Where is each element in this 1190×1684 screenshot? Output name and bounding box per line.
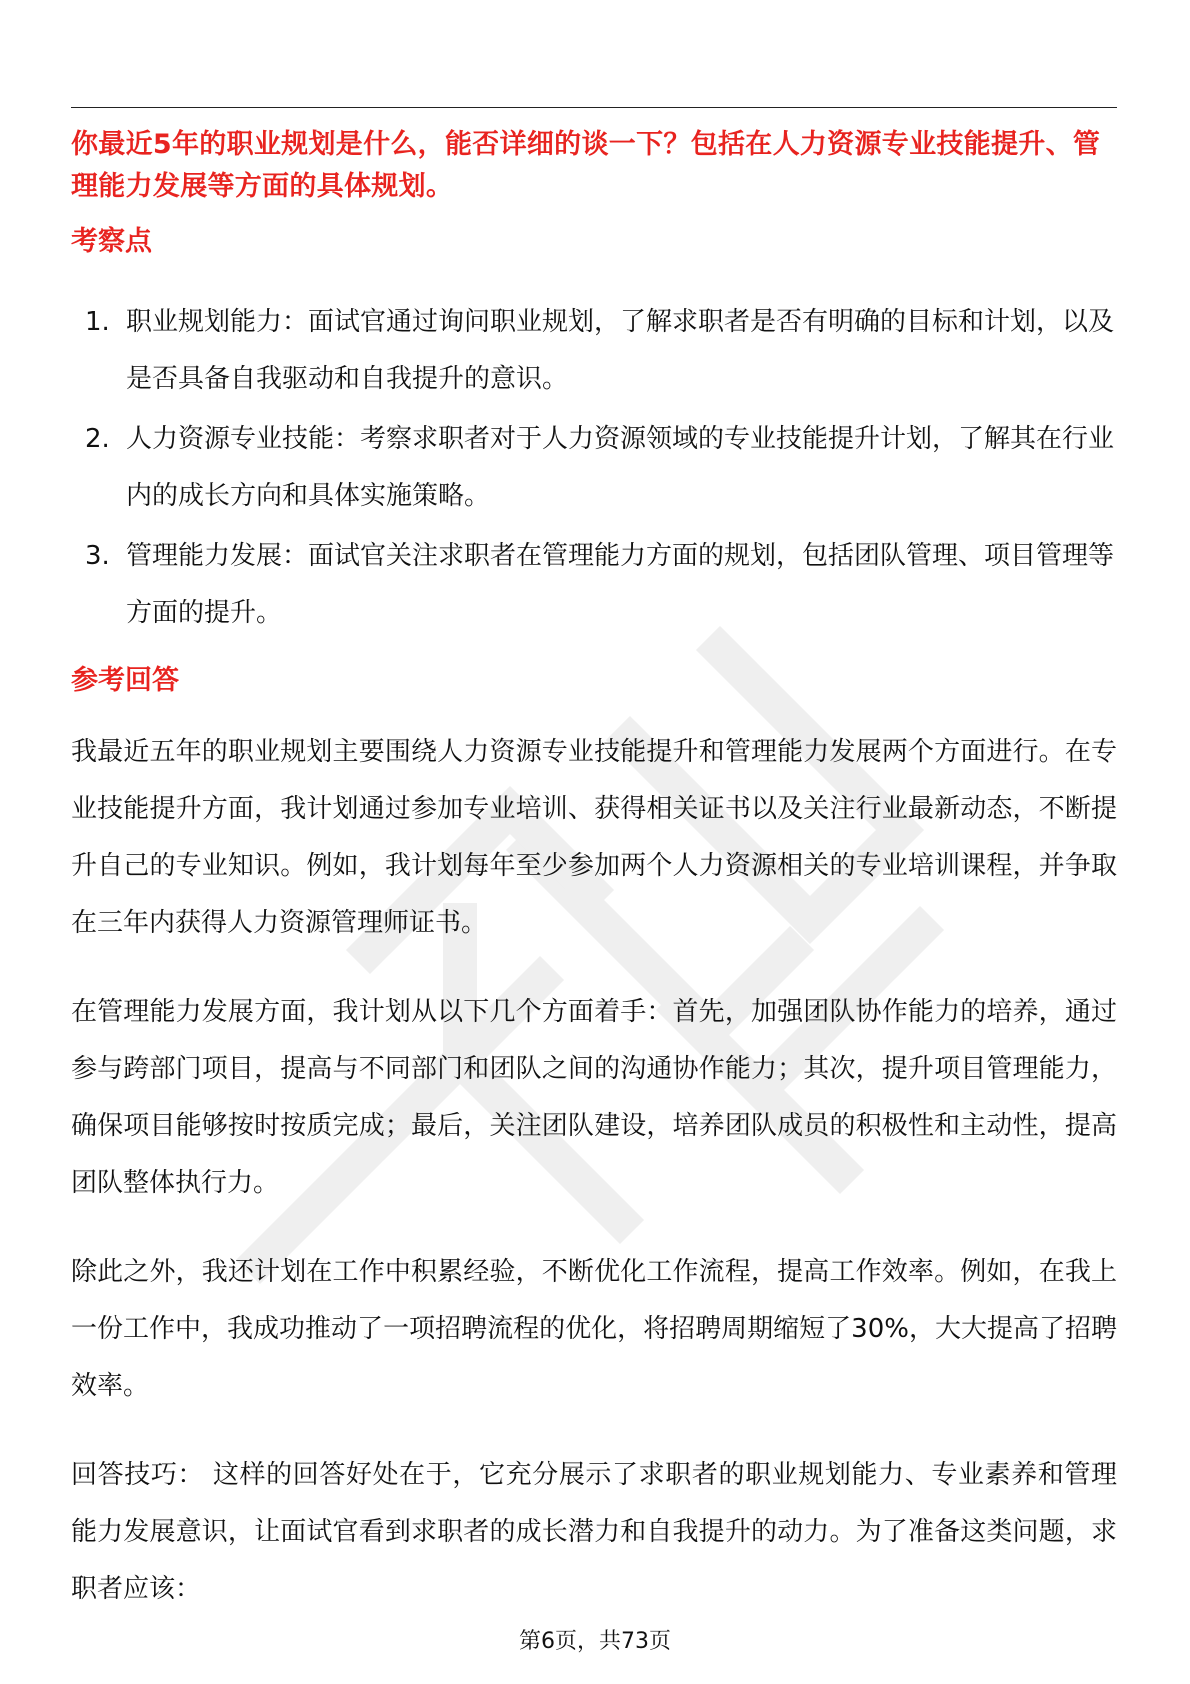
header-rule [71,107,1117,108]
list-item [71,411,1117,525]
answer-paragraph: 在管理能力发展方面，我计划从以下几个方面着手：首先，加强团队协作能力的培养，通过参与跨部门项目，提高与不同部门和团队之间的沟通协作能力；其次，提升项目管理能力，确保项目能够按时按质完成；最后，关注团队建设，培养团队成员的积极性和主动性，提高团队整体执行力。 [71,997,1117,1198]
list-item-number: 3. [85,541,110,571]
list-item-number: 2. [85,424,110,454]
list-item-number: 1. [85,307,110,337]
answer-heading: 参考回答 [71,665,179,696]
list-item [71,294,1117,408]
list-item-text: 人力资源专业技能：考察求职者对于人力资源领域的专业技能提升计划，了解其在行业内的成长方向和具体实施策略。 [126,424,1115,511]
answer-paragraph: 我最近五年的职业规划主要围绕人力资源专业技能提升和管理能力发展两个方面进行。在专业技能提升方面，我计划通过参加专业培训、获得相关证书以及关注行业最新动态，不断提升自己的专业知识。例如，我计划每年至少参加两个人力资源相关的专业培训课程，并争取在三年内获得人力资源管理师证书。 [71,737,1117,938]
list-item-text: 职业规划能力：面试官通过询问职业规划，了解求职者是否有明确的目标和计划，以及是否具备自我驱动和自我提升的意识。 [126,307,1115,394]
question-title: 你最近5年的职业规划是什么，能否详细的谈一下？包括在人力资源专业技能提升、管理能力发展等方面的具体规划。 [71,129,1101,202]
points-heading: 考察点 [71,226,152,257]
main-content [71,124,1117,1618]
list-item [71,528,1117,642]
tips-paragraph: 回答技巧： 这样的回答好处在于，它充分展示了求职者的职业规划能力、专业素养和管理能力发展意识，让面试官看到求职者的成长潜力和自我提升的动力。为了准备这类问题，求职者应该： [71,1460,1117,1604]
points-list [71,294,1117,642]
answer-paragraph: 除此之外，我还计划在工作中积累经验，不断优化工作流程，提高工作效率。例如，在我上一份工作中，我成功推动了一项招聘流程的优化，将招聘周期缩短了30%，大大提高了招聘效率。 [71,1257,1117,1401]
list-item-text: 管理能力发展：面试官关注求职者在管理能力方面的规划，包括团队管理、项目管理等方面的提升。 [126,541,1115,628]
page-number: 第6页，共73页 [519,1629,671,1654]
